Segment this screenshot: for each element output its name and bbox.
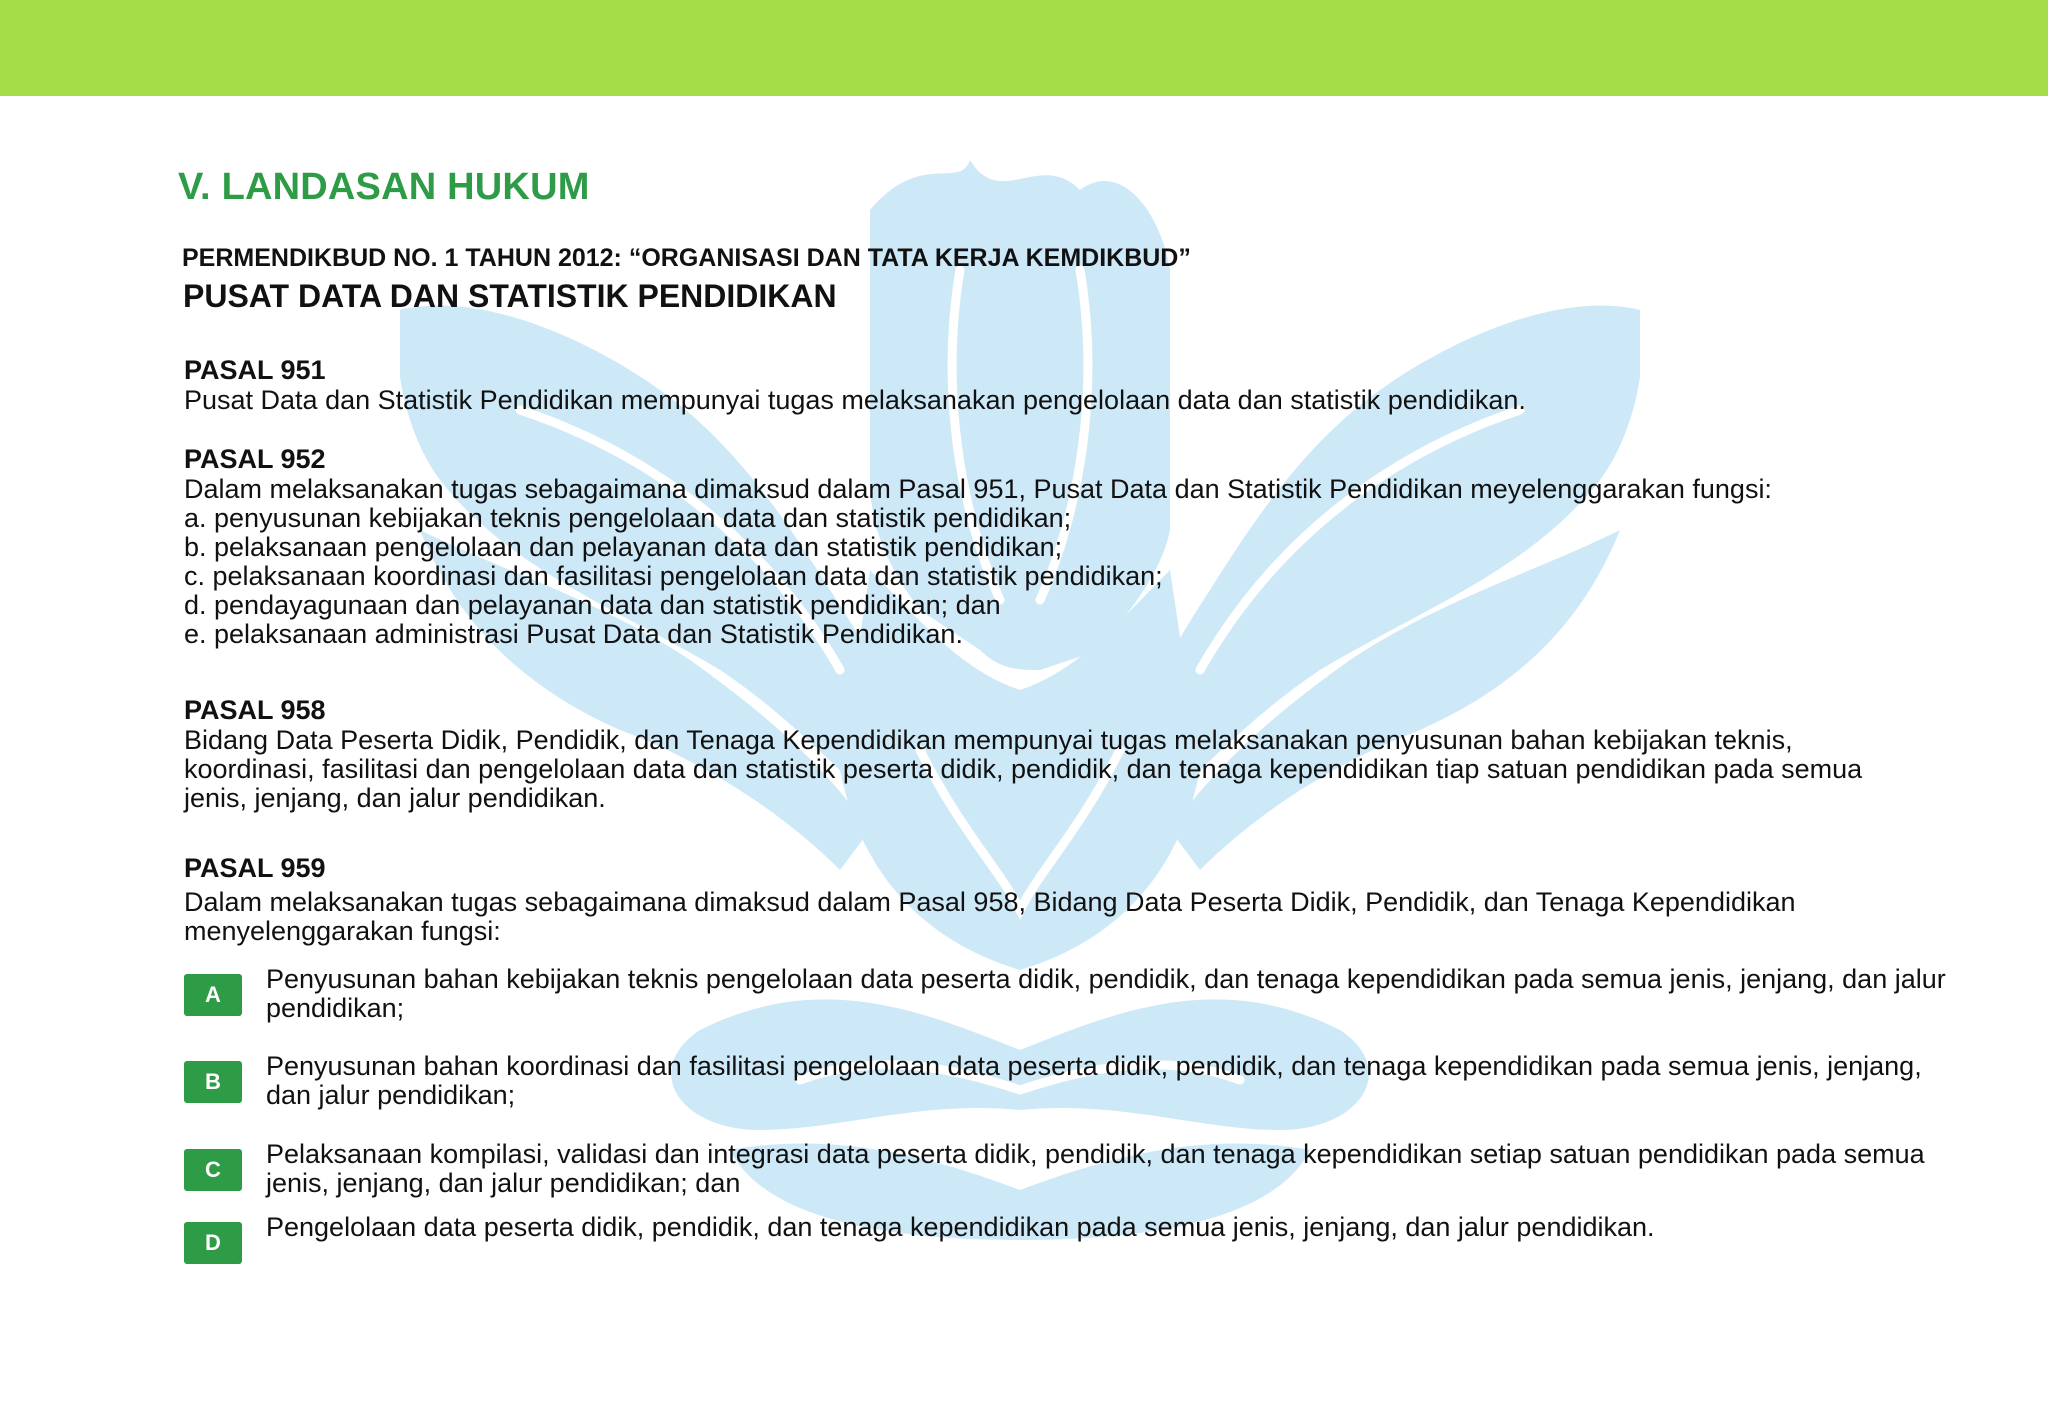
list-item: d. pendayagunaan dan pelayanan data dan statistik pendidikan; dan xyxy=(184,590,1001,620)
pasal-959-item-b-text: Penyusunan bahan koordinasi dan fasilitasi pengelolaan data peserta didik, pendidik, dan tenaga kependidikan pada semua jenis, jenjang, dan jalur pendidikan; xyxy=(266,1051,1922,1110)
pasal-959-item-d-text: Pengelolaan data peserta didik, pendidik, dan tenaga kependidikan pada semua jenis, jenjang, dan jalur pendidikan. xyxy=(266,1212,1655,1242)
pasal-952-intro: Dalam melaksanakan tugas sebagaimana dimaksud dalam Pasal 951, Pusat Data dan Statistik Pendidikan meyelenggarakan fungsi: xyxy=(184,474,1772,504)
pasal-958-text: Bidang Data Peserta Didik, Pendidik, dan Tenaga Kependidikan mempunyai tugas melaksanakan penyusunan bahan kebijakan teknis, koordinasi, fasilitasi dan pengelolaan data dan statistik peserta didik, pendidik, dan tenaga kependidikan tiap satuan pendidikan pada semua jenis, jenjang, dan jalur pendidikan. xyxy=(184,725,1863,813)
pasal-958 xyxy=(184,694,1924,813)
pasal-951-title: PASAL 951 xyxy=(184,355,326,385)
badge-d: D xyxy=(184,1222,242,1264)
section-title: V. LANDASAN HUKUM xyxy=(178,166,590,208)
pasal-951 xyxy=(184,354,1924,415)
pasal-959-intro: Dalam melaksanakan tugas sebagaimana dimaksud dalam Pasal 958, Bidang Data Peserta Didik, Pendidik, dan Tenaga Kependidikan menyelenggarakan fungsi: xyxy=(184,887,1796,946)
pasal-959 xyxy=(184,852,1924,946)
list-item: e. pelaksanaan administrasi Pusat Data dan Statistik Pendidikan. xyxy=(184,619,963,649)
badge-c: C xyxy=(184,1149,242,1191)
pasal-958-title: PASAL 958 xyxy=(184,695,326,725)
list-item: b. pelaksanaan pengelolaan dan pelayanan data dan statistik pendidikan; xyxy=(184,532,1063,562)
badge-a: A xyxy=(184,974,242,1016)
badge-b: B xyxy=(184,1061,242,1103)
list-item: a. penyusunan kebijakan teknis pengelolaan data dan statistik pendidikan; xyxy=(184,503,1072,533)
pasal-951-text: Pusat Data dan Statistik Pendidikan mempunyai tugas melaksanakan pengelolaan data dan statistik pendidikan. xyxy=(184,385,1526,415)
unit-title: PUSAT DATA DAN STATISTIK PENDIDIKAN xyxy=(183,278,837,314)
list-item: c. pelaksanaan koordinasi dan fasilitasi pengelolaan data dan statistik pendidikan; xyxy=(184,561,1163,591)
pasal-952 xyxy=(184,443,1924,649)
pasal-959-title: PASAL 959 xyxy=(184,853,326,883)
pasal-952-list xyxy=(184,504,1924,649)
pasal-952-title: PASAL 952 xyxy=(184,444,326,474)
pasal-959-item-c-text: Pelaksanaan kompilasi, validasi dan integrasi data peserta didik, pendidik, dan tenaga kependidikan setiap satuan pendidikan pada semua jenis, jenjang, dan jalur pendidikan; dan xyxy=(266,1139,1925,1198)
regulation-title: PERMENDIKBUD NO. 1 TAHUN 2012: “ORGANISASI DAN TATA KERJA KEMDIKBUD” xyxy=(182,244,1191,272)
pasal-959-item-a-text: Penyusunan bahan kebijakan teknis pengelolaan data peserta didik, pendidik, dan tenaga kependidikan pada semua jenis, jenjang, dan jalur pendidikan; xyxy=(266,964,1946,1023)
